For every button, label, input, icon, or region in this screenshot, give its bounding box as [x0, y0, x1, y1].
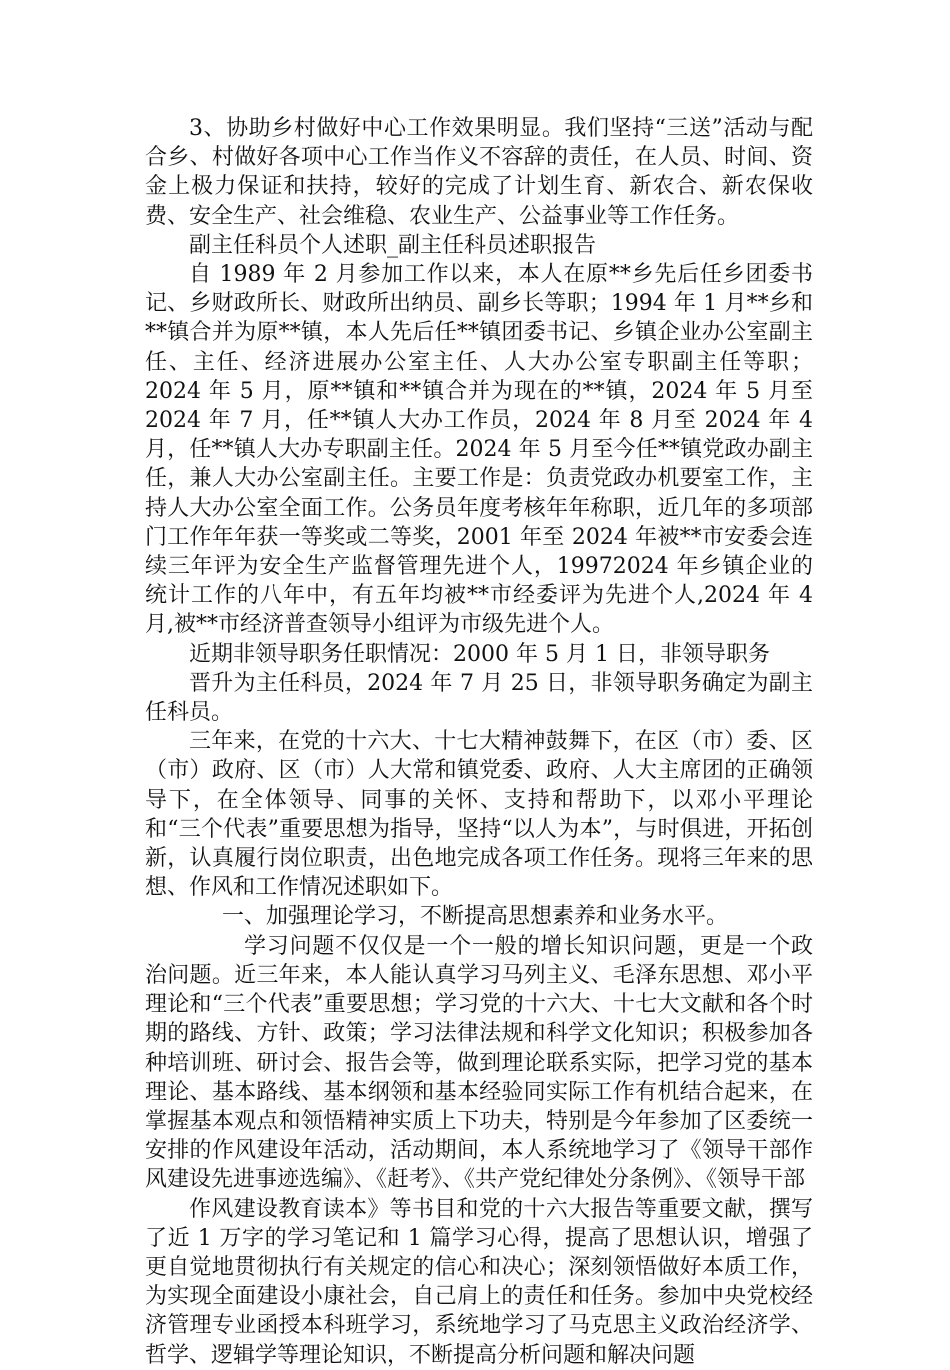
paragraph-work-results: 3、协助乡村做好中心工作效果明显。我们坚持“三送”活动与配合乡、村做好各项中心工作当作义不容辞的责任，在人员、时间、资金上极力保证和扶持，较好的完成了计划生育、新农合、新农保收费、安全生产、社会维稳、农业生产、公益事业等工作任务。 [145, 116, 813, 229]
paragraph-promotion: 晋升为主任科员，2024 年 7 月 25 日，非领导职务确定为副主任科员。 [145, 670, 813, 726]
section-heading-theory-study: 一、加强理论学习，不断提高思想素养和业务水平。 [222, 904, 729, 930]
paragraph-work-history: 自 1989 年 2 月参加工作以来，本人在原**乡先后任乡团委书记、乡财政所长、财政所出纳员、副乡长等职；1994 年 1 月**乡和**镇合并为原**镇，本人先后任**镇团委书记、乡镇企业办公室副主任、主任、经济进展办公室主任、人大办公室专职副主任等职；2024 年 5 月，原**镇和**镇合并为现在的**镇，2024 年 5 月至 2024 年 7 月，任**镇人大办工作员，2024 年 8 月至 2024 年 4 月，任**镇人大办专职副主任。2024 年 5 月至今任**镇党政办副主任，兼人大办公室副主任。主要工作是：负责党政办机要室工作，主持人大办公室全面工作。公务员年度考核年年称职，近几年的多项部门工作年年获一等奖或二等奖，2001 年至 2024 年被**市安委会连续三年评为安全生产监督管理先进个人，19972024 年乡镇企业的统计工作的八年中，有五年均被**市经委评为先进个人,2024 年 4 月,被**市经济普查领导小组评为市级先进个人。 [145, 262, 813, 638]
document-body [145, 114, 813, 1370]
paragraph-study-reading: 作风建设教育读本》等书目和党的十六大报告等重要文献，撰写了近 1 万字的学习笔记和 1 篇学习心得，提高了思想认识，增强了更自觉地贯彻执行有关规定的信心和决心；深刻领悟做好本质工作，为实现全面建设小康社会，自己肩上的责任和任务。参加中央党校经济管理专业函授本科班学习，系统地学习了马克思主义政治经济学、哲学、逻辑学等理论知识，不断提高分析问题和解决问题 [145, 1196, 813, 1368]
paragraph-study-problem: 学习问题不仅仅是一个一般的增长知识问题，更是一个政治问题。近三年来，本人能认真学习马列主义、毛泽东思想、邓小平理论和“三个代表”重要思想；学习党的十六大、十七大文献和各个时期的路线、方针、政策；学习法律法规和科学文化知识；积极参加各种培训班、研讨会、报告会等，做到理论联系实际，把学习党的基本理论、基本路线、基本纲领和基本经验同实际工作有机结合起来，在掌握基本观点和领悟精神实质上下功夫，特别是今年参加了区委统一安排的作风建设年活动，活动期间，本人系统地学习了《领导干部作风建设先进事迹选编》、《赶考》、《共产党纪律处分条例》、《领导干部 [145, 933, 813, 1193]
paragraph-three-years: 三年来，在党的十六大、十七大精神鼓舞下，在区（市）委、区（市）政府、区（市）人大常和镇党委、政府、人大主席团的正确领导下，在全体领导、同事的关怀、支持和帮助下，以邓小平理论和“三个代表”重要思想为指导，坚持“以人为本”，与时俱进，开拓创新，认真履行岗位职责，出色地完成各项工作任务。现将三年来的思想、作风和工作情况述职如下。 [145, 729, 813, 901]
paragraph-position-status: 近期非领导职务任职情况：2000 年 5 月 1 日，非领导职务 [189, 641, 770, 667]
report-title: 副主任科员个人述职_副主任科员述职报告 [189, 232, 597, 258]
